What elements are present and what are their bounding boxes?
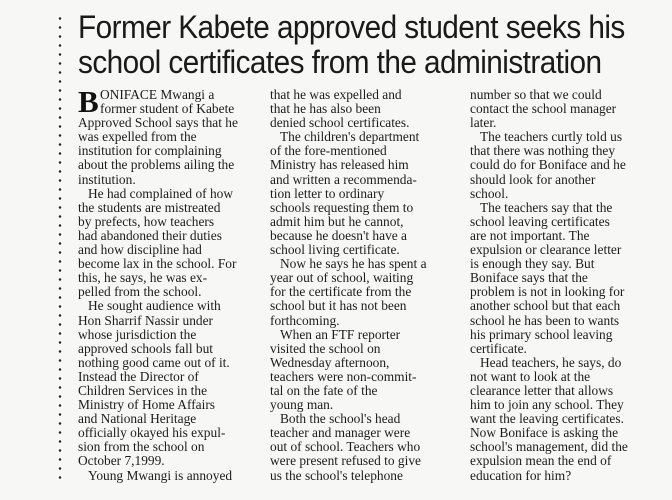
text-line: Both the school's head — [280, 411, 401, 427]
text-line: contact the school manager — [470, 101, 617, 117]
text-line: expulsion or clearance letter — [470, 242, 622, 258]
text-line: Wednesday afternoon, — [270, 354, 390, 370]
text-line: He sought audience with — [88, 298, 221, 314]
article-column-2 — [270, 88, 466, 492]
text-line: Young Mwangi is annoyed — [88, 467, 233, 483]
dotted-margin-rule — [58, 14, 62, 484]
text-line: institution for complaining — [78, 143, 222, 159]
text-line: whose jurisdiction the — [78, 326, 197, 342]
text-line: later. — [470, 115, 497, 131]
text-line: former student of Kabete — [100, 101, 235, 117]
text-line: us the school's telephone — [270, 467, 403, 483]
text-line: Boniface says that the — [470, 270, 588, 286]
text-line: out of school. Teachers who — [270, 439, 421, 455]
text-line: number so that we could — [470, 88, 602, 102]
text-line: were present refused to give — [270, 453, 421, 469]
text-line: pelled from the school. — [78, 284, 202, 300]
text-line: teacher and manager were — [270, 425, 411, 441]
text-line: want the leaving certificates. — [470, 411, 624, 427]
text-line: should look for another — [470, 171, 596, 187]
text-line: The children's department — [280, 129, 420, 145]
text-line: Now Boniface is asking the — [470, 425, 619, 441]
text-line: school living certificate. — [270, 242, 400, 258]
headline — [78, 9, 625, 80]
text-line: tal on the fate of the — [270, 382, 378, 398]
text-line: visited the school on — [270, 340, 381, 356]
text-line: his primary school leaving — [470, 326, 613, 342]
text-line: Now he says he has spent a — [280, 256, 427, 272]
text-line: teachers were non-commit- — [270, 368, 417, 384]
text-line: ONIFACE Mwangi a — [100, 88, 215, 102]
text-line: young man. — [270, 397, 334, 413]
text-line: that he was expelled and — [270, 88, 402, 102]
text-line: expulsion mean the end of — [470, 453, 612, 469]
text-line: Hon Sharrif Nassir under — [78, 312, 213, 328]
text-line: that he has also been — [270, 101, 381, 117]
headline-line-2: school certificates from the administration — [78, 44, 602, 80]
text-line: him to join any school. They — [470, 397, 624, 413]
text-line: sion from the school on — [78, 439, 205, 455]
text-line: The teachers curtly told us — [480, 129, 623, 145]
text-line: nothing good came out of it. — [78, 354, 230, 370]
text-line: year out of school, waiting — [270, 270, 414, 286]
text-line: the students are mistreated — [78, 199, 221, 215]
text-line: certificate. — [470, 340, 527, 356]
text-line: denied school certificates. — [270, 115, 410, 131]
text-line: another school but that each — [470, 298, 621, 314]
text-line: for the certificate from the — [270, 284, 412, 300]
text-line: admit him but he cannot, — [270, 213, 404, 229]
text-line: and written a recommenda- — [270, 171, 417, 187]
text-line: could do for Boniface and he — [470, 157, 626, 173]
text-line: by prefects, how teachers — [78, 213, 215, 229]
text-line: school. — [470, 185, 509, 201]
article-column-3 — [470, 88, 660, 492]
text-line: is enough they say. But — [470, 256, 595, 272]
article-column-1 — [78, 84, 266, 492]
text-line: are not important. The — [470, 227, 590, 243]
text-line: Children Services in the — [78, 382, 208, 398]
text-line: Approved School says that he — [78, 115, 238, 131]
text-line: of the fore-mentioned — [270, 143, 387, 159]
text-line: school's management, did the — [470, 439, 628, 455]
text-line: Ministry of Home Affairs — [78, 397, 215, 413]
text-line: Ministry has released him — [270, 157, 409, 173]
text-line: was expelled from the — [78, 129, 197, 145]
text-line: approved schools fall but — [78, 340, 213, 356]
text-line: school leaving certificates — [470, 213, 610, 229]
text-line: tion letter to ordinary — [270, 185, 385, 201]
text-line: this, he says, he was ex- — [78, 270, 208, 286]
text-line: become lax in the school. For — [78, 256, 237, 272]
text-line: clearance letter that allows — [470, 382, 614, 398]
text-line: that there was nothing they — [470, 143, 616, 159]
text-line: When an FTF reporter — [280, 326, 401, 342]
text-line: forthcoming. — [270, 312, 340, 328]
text-line: and National Heritage — [78, 411, 197, 427]
text-line: education for him? — [470, 467, 572, 483]
text-line: He had complained of how — [88, 185, 234, 201]
drop-cap: B — [78, 84, 99, 119]
text-line: school he has been to wants — [470, 312, 620, 328]
text-line: October 7,1999. — [78, 453, 165, 469]
text-line: Instead the Director of — [78, 368, 199, 384]
text-line: The teachers say that the — [480, 199, 613, 215]
text-line: schools requesting them to — [270, 199, 414, 215]
text-line: institution. — [78, 171, 136, 187]
text-line: and how discipline had — [78, 242, 202, 258]
text-line: Head teachers, he says, do — [480, 354, 622, 370]
headline-line-1: Former Kabete approved student seeks his — [78, 9, 625, 45]
text-line: officially okayed his expul- — [78, 425, 226, 441]
text-line: school but it has not been — [270, 298, 407, 314]
text-line: had abandoned their duties — [78, 227, 222, 243]
text-line: about the problems ailing the — [78, 157, 235, 173]
text-line: because he doesn't have a — [270, 227, 407, 243]
text-line: problem is not in looking for — [470, 284, 625, 300]
text-line: not want to look at the — [470, 368, 591, 384]
